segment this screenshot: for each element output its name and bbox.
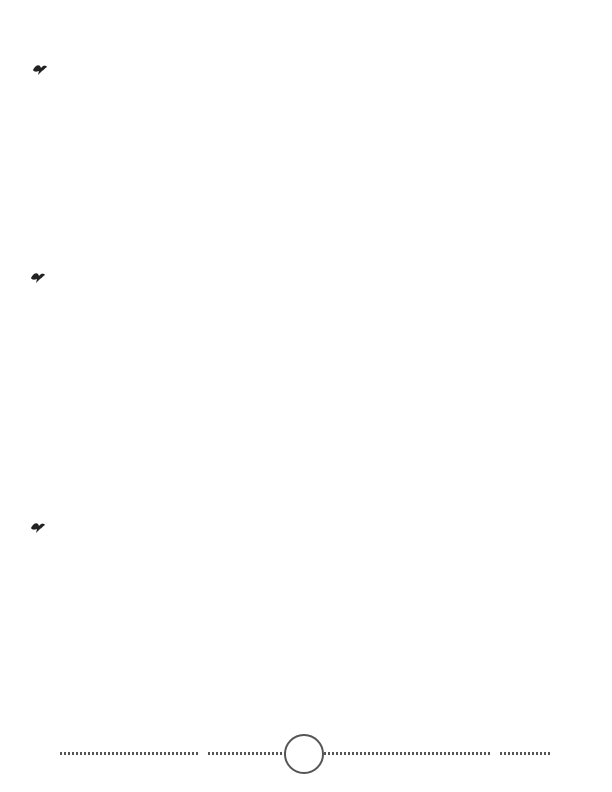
bird-icon xyxy=(32,62,48,76)
bird-icon xyxy=(30,520,46,534)
page-footer xyxy=(60,744,552,760)
right-column xyxy=(314,34,560,714)
footer-magazine-title xyxy=(198,744,206,760)
page-number xyxy=(284,734,324,774)
left-column xyxy=(62,34,308,714)
footer-issue-text xyxy=(492,744,500,760)
bird-icon xyxy=(30,270,46,284)
